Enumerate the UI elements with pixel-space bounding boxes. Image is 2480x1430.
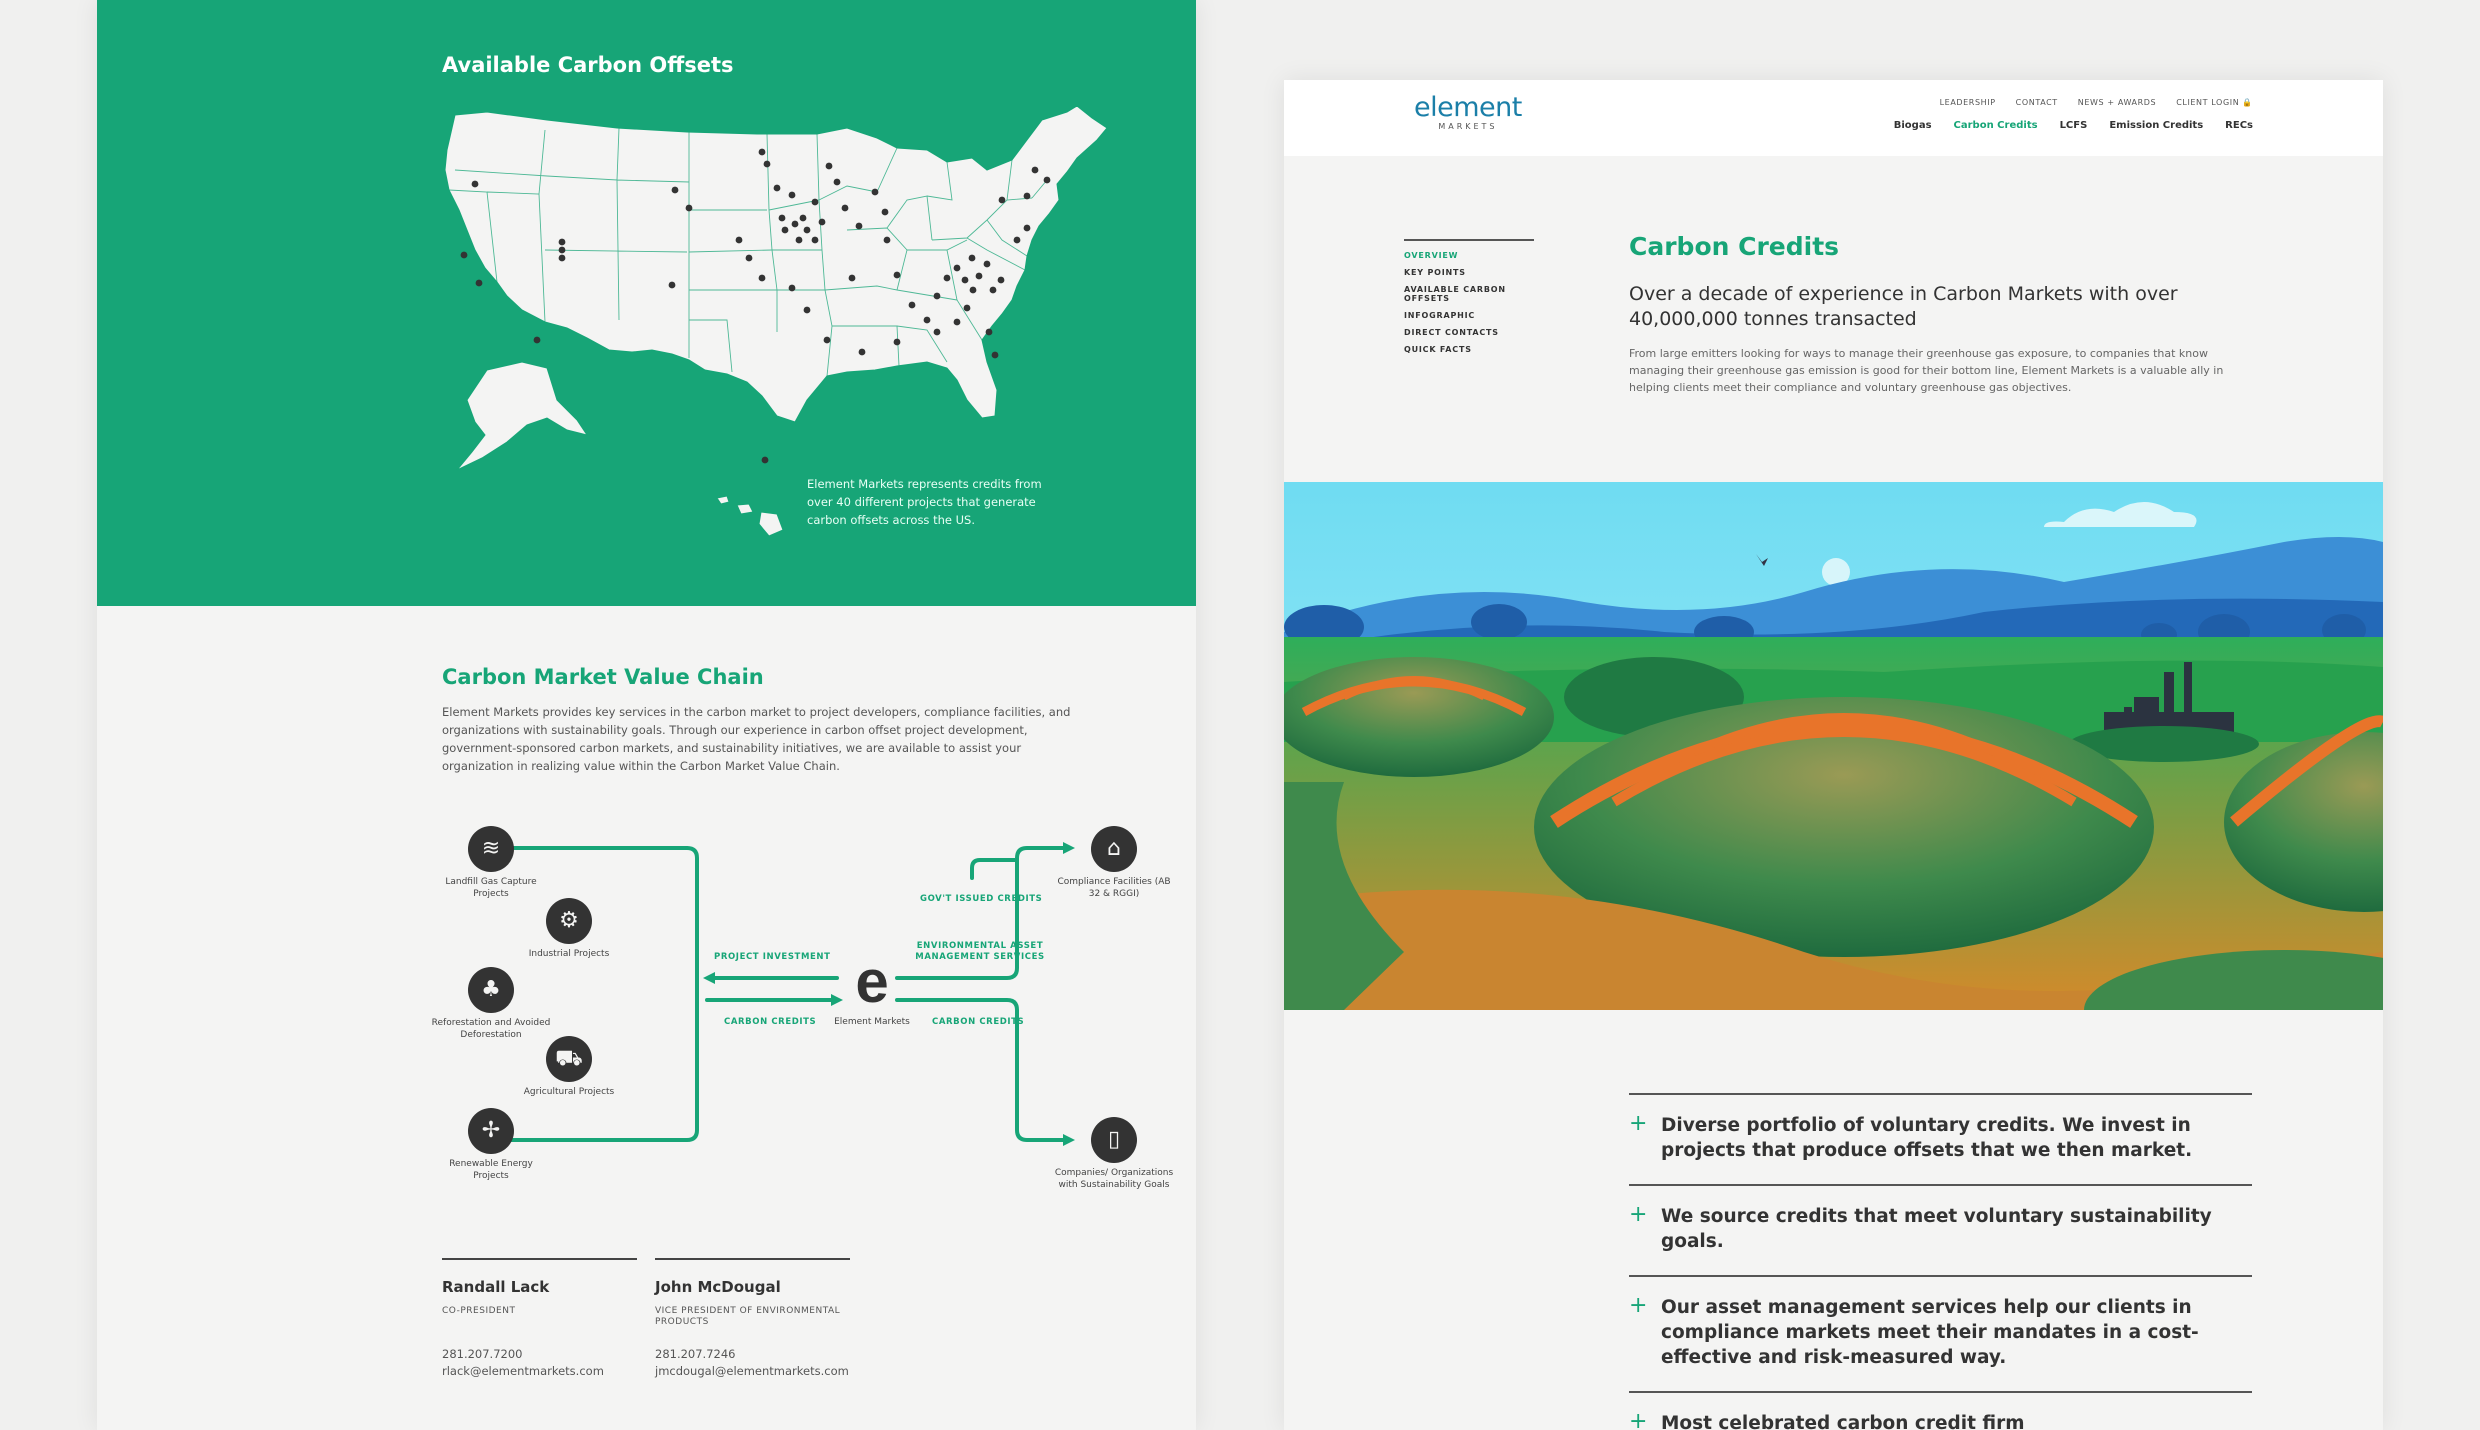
page-title: Carbon Credits xyxy=(1629,232,1840,261)
hero-illustration xyxy=(1284,482,2383,1010)
node-label-renewable: Renewable Energy Projects xyxy=(449,1159,533,1181)
key-point-item[interactable] xyxy=(1629,1275,2252,1370)
key-point-item[interactable] xyxy=(1629,1184,2252,1254)
contact-name: John McDougal xyxy=(655,1278,781,1296)
logo-wordmark: element xyxy=(1414,92,1522,123)
flow-label-carbon-credits-left: CARBON CREDITS xyxy=(724,1017,817,1027)
plus-icon: + xyxy=(1629,1202,1648,1227)
nav-news-awards[interactable]: NEWS + AWARDS xyxy=(2077,98,2157,107)
right-page-mockup xyxy=(1284,80,2383,1430)
flow-label-eams: ENVIRONMENTAL ASSET MANAGEMENT SERVICES xyxy=(915,941,1045,962)
element-markets-logo[interactable] xyxy=(1414,94,1522,132)
value-chain-diagram xyxy=(427,810,1196,1210)
landscape-illustration xyxy=(1284,482,2383,1010)
node-label-agricultural: Agricultural Projects xyxy=(523,1087,615,1097)
gear-icon: ⚙ xyxy=(546,898,592,944)
subnav-overview[interactable]: OVERVIEW xyxy=(1404,251,1459,260)
nav-leadership[interactable]: LEADERSHIP xyxy=(1939,98,1996,107)
node-label-industrial: Industrial Projects xyxy=(528,949,610,959)
landfill-icon: ≋ xyxy=(468,826,514,872)
map-title: Available Carbon Offsets xyxy=(442,53,734,77)
factory-icon: ⌂ xyxy=(1091,826,1137,872)
subnav-direct-contacts[interactable]: DIRECT CONTACTS xyxy=(1404,328,1499,337)
main-nav xyxy=(1894,120,2253,131)
subnav-key-points[interactable]: KEY POINTS xyxy=(1404,268,1466,277)
contact-phone[interactable]: 281.207.7200 xyxy=(442,1347,523,1361)
flow-label-project-investment: PROJECT INVESTMENT xyxy=(714,952,831,962)
value-chain-description: Element Markets provides key services in the carbon market to project developers, compliance facilities, and organizations with sustainability goals. Through our experience in carbon offset project development, government-sponsored carbon markets, and sustainability initiatives, we are available to assist your organization in realizing value within the Carbon Market Value Chain. xyxy=(442,705,1071,773)
nav-client-login[interactable]: CLIENT LOGIN 🔒 xyxy=(2176,98,2253,107)
contact-email[interactable]: jmcdougal@elementmarkets.com xyxy=(655,1364,849,1378)
hawaii-shape xyxy=(717,496,783,536)
body-paragraph: From large emitters looking for ways to manage their greenhouse gas exposure, to companies that know managing their greenhouse gas emission is good for their bottom line, Element Markets is a valuable ally in helping clients meet their compliance and voluntary greenhouse gas objectives. xyxy=(1629,347,2224,394)
nav-emission-credits[interactable]: Emission Credits xyxy=(2109,120,2204,131)
element-markets-logo: e xyxy=(855,948,889,1015)
lead-paragraph: Over a decade of experience in Carbon Markets with over 40,000,000 tonnes transacted xyxy=(1629,283,2178,330)
tree-icon: ♣ xyxy=(468,967,514,1013)
nav-biogas[interactable]: Biogas xyxy=(1893,120,1932,131)
alaska-shape xyxy=(457,362,587,470)
section-subnav xyxy=(1404,239,1534,362)
nav-contact[interactable]: CONTACT xyxy=(2015,98,2058,107)
wind-turbine-icon: ✢ xyxy=(468,1108,514,1154)
left-page-mockup xyxy=(97,0,1196,1430)
subnav-infographic[interactable]: INFOGRAPHIC xyxy=(1404,311,1476,320)
nav-recs[interactable]: RECs xyxy=(2225,120,2253,131)
key-point-item[interactable] xyxy=(1629,1093,2252,1163)
node-label-element-markets: Element Markets xyxy=(834,1017,910,1027)
logo-subtext: MARKETS xyxy=(1438,122,1498,131)
flow-label-carbon-credits-right: CARBON CREDITS xyxy=(932,1017,1025,1027)
value-chain-arrows xyxy=(427,810,1196,1210)
plus-icon: + xyxy=(1629,1111,1648,1136)
contact-role: CO-PRESIDENT xyxy=(442,1306,516,1316)
nav-carbon-credits[interactable]: Carbon Credits xyxy=(1953,120,2038,131)
tractor-icon: ⛟ xyxy=(546,1036,592,1082)
key-point-text: Diverse portfolio of voluntary credits. We invest in projects that produce offsets that we then market. xyxy=(1661,1115,2193,1161)
site-header xyxy=(1284,80,2383,156)
contact-phone[interactable]: 281.207.7246 xyxy=(655,1347,736,1361)
node-label-reforestation: Reforestation and Avoided Deforestation xyxy=(431,1018,551,1040)
subnav-available-offsets[interactable]: AVAILABLE CARBON OFFSETS xyxy=(1404,285,1506,303)
key-point-item[interactable] xyxy=(1629,1391,2252,1430)
key-point-text: Our asset management services help our clients in compliance markets meet their mandates in a cost-effective and risk-measured way. xyxy=(1661,1297,2199,1368)
plus-icon: + xyxy=(1629,1409,1648,1430)
contact-card-randall xyxy=(442,1258,637,1378)
node-label-landfill: Landfill Gas Capture Projects xyxy=(445,877,537,899)
contact-role: VICE PRESIDENT OF ENVIRONMENTAL PRODUCTS xyxy=(655,1306,841,1327)
contact-name: Randall Lack xyxy=(442,1278,550,1296)
utility-nav xyxy=(1940,98,2253,107)
plus-icon: + xyxy=(1629,1293,1648,1318)
key-point-text: Most celebrated carbon credit firm xyxy=(1661,1413,2025,1430)
building-icon: ▯ xyxy=(1091,1117,1137,1163)
value-chain-title: Carbon Market Value Chain xyxy=(442,665,764,689)
subnav-quick-facts[interactable]: QUICK FACTS xyxy=(1404,345,1472,354)
available-offsets-section xyxy=(97,0,1196,606)
key-point-text: We source credits that meet voluntary sustainability goals. xyxy=(1661,1206,2212,1252)
flow-label-govt-issued: GOV'T ISSUED CREDITS xyxy=(920,894,1043,904)
contact-email[interactable]: rlack@elementmarkets.com xyxy=(442,1364,604,1378)
node-label-companies: Companies/ Organizations with Sustainability Goals xyxy=(1054,1168,1174,1190)
contact-card-john xyxy=(655,1258,850,1378)
nav-lcfs[interactable]: LCFS xyxy=(2059,120,2088,131)
map-caption: Element Markets represents credits from over 40 different projects that generate carbon offsets across the US. xyxy=(807,477,1042,527)
node-label-compliance: Compliance Facilities (AB 32 & RGGI) xyxy=(1057,877,1171,899)
